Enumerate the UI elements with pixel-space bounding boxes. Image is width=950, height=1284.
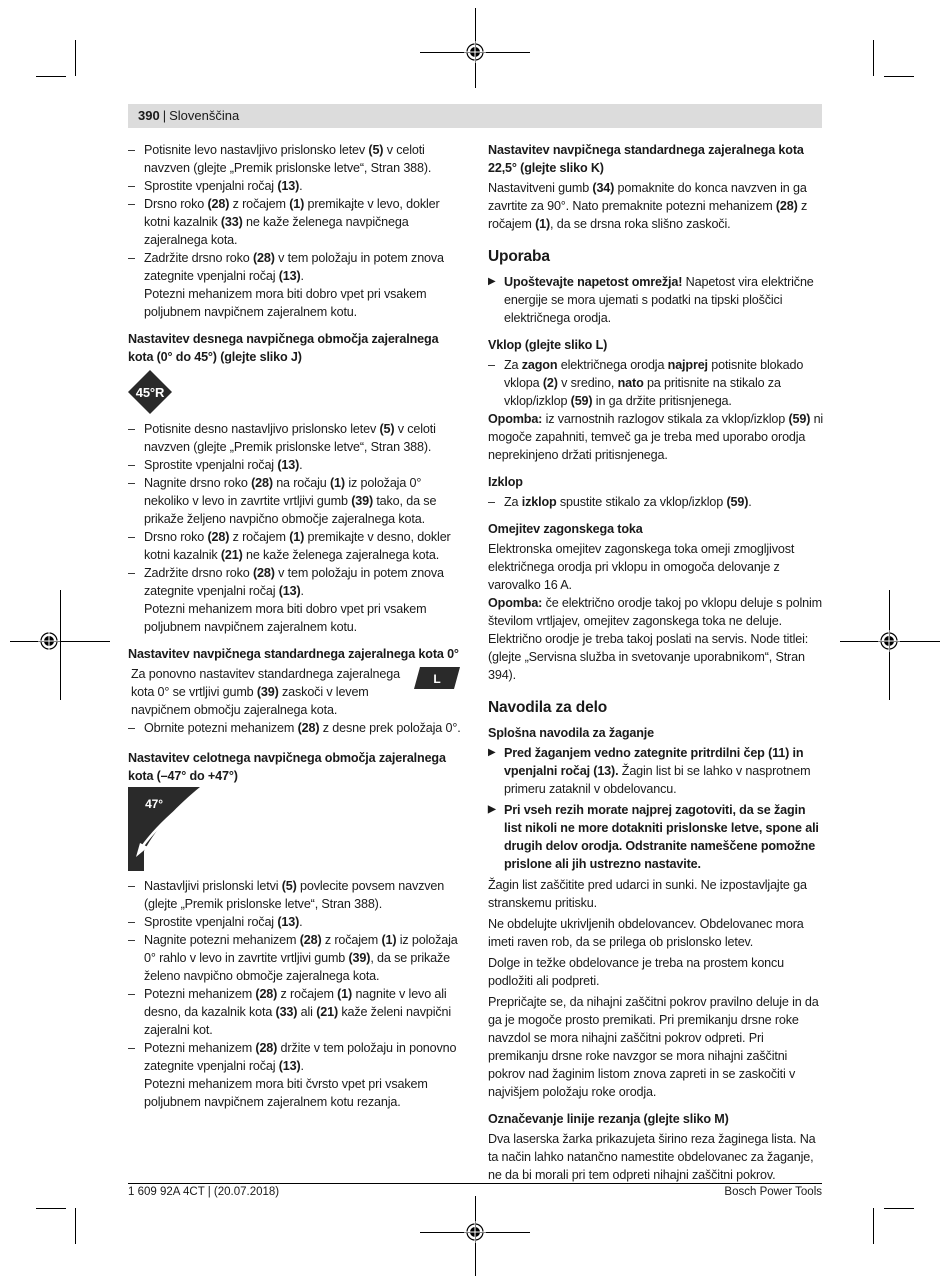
list-item	[128, 420, 466, 456]
text-segment: (28)	[299, 933, 322, 947]
text-segment: (2)	[542, 376, 558, 390]
text-segment: ni mogoče zapahniti, temveč ga je treba med uporabo orodja neprekinjeno držati pritisnjenega.	[488, 412, 824, 462]
svg-text:L: L	[433, 672, 441, 686]
text-segment: (28)	[253, 566, 275, 580]
para-curved: Ne obdelujte ukrivljenih obdelovancev. Obdelovanec mora imeti raven rob, da se prilega ob prislonsko letev.	[488, 917, 804, 949]
text-segment: iz položaja 0° rahlo v levo in zavrtite vrtljivi gumb	[144, 933, 458, 965]
text-segment: pomaknite do konca navzven in ga zavrtite za 90°. Nato premaknite potezni mehanizem	[488, 181, 807, 213]
text-segment: (28)	[207, 197, 230, 211]
list-item	[128, 931, 466, 985]
tip-clearance: ▶ Pri vseh rezih morate najprej zagotoviti, da se žagin list nikoli ne more dotakniti prislonske letve, spone ali drugih delov orodja. Odstranite nameščene pomožne prislone ali jih ustrezno nastavite.	[488, 801, 824, 873]
text-segment: Drsno roko	[144, 197, 208, 211]
text-segment: .	[299, 179, 303, 193]
text-segment: Opomba:	[488, 412, 543, 426]
crop-mark	[873, 1208, 874, 1244]
text-segment: Sprostite vpenjalni ročaj	[144, 915, 278, 929]
text-segment: (39)	[351, 494, 373, 508]
list-item-note: Potezni mehanizem mora biti čvrsto vpet pri vsakem poljubnem navpičnem zajeralnem kotu rezanja.	[144, 1077, 428, 1109]
text-segment: Zadržite drsno roko	[144, 566, 253, 580]
text-segment: zaskoči v levem navpičnem območju zajeralnega kota.	[131, 685, 369, 717]
heading-vklop: Vklop (glejte sliko L)	[488, 338, 608, 352]
list-item-note: Potezni mehanizem mora biti dobro vpet pri vsakem poljubnem navpičnem zajeralnem kotu.	[144, 602, 427, 634]
left-column	[128, 141, 466, 1111]
text-segment: (5)	[281, 879, 297, 893]
text-segment: (1)	[330, 476, 345, 490]
text-segment: potisnite blokado vklopa	[504, 358, 804, 390]
list-item	[128, 719, 466, 737]
list-item	[128, 456, 466, 474]
text-segment: (28)	[207, 530, 230, 544]
text-segment: .	[299, 915, 303, 929]
text-segment: iz položaja 0° nekoliko v levo in zavrtite vrtljivi gumb	[144, 476, 422, 508]
text-segment: v tem položaju in potem znova zategnite vpenjalni ročaj	[144, 566, 444, 598]
text-segment: (13)	[277, 458, 300, 472]
crop-mark	[10, 641, 110, 642]
text-segment: nato	[617, 376, 644, 390]
text-segment: (5)	[379, 422, 395, 436]
page-header-text: 390 | Slovenščina	[138, 108, 240, 123]
text-segment: v celoti navzven (glejte „Premik prislonske letve“, Stran 388).	[144, 143, 432, 175]
vklop-item	[488, 356, 824, 410]
std-0-item	[128, 719, 466, 737]
text-segment: Drsno roko	[144, 530, 208, 544]
text-segment: (28)	[255, 987, 278, 1001]
para-protect-blade: Žagin list zaščitite pred udarci in sunki. Ne izpostavljajte ga stranskemu pritisku.	[488, 878, 807, 910]
std-22-text	[488, 179, 824, 233]
registration-mark-icon	[464, 41, 486, 63]
text-segment: Za	[504, 495, 522, 509]
badge-47-icon	[128, 787, 204, 871]
text-segment: tako, da se prikaže željeno navpično območje zajeralnega kota.	[144, 494, 437, 526]
list-item	[128, 195, 466, 249]
text-segment: z ročajem	[229, 197, 290, 211]
heading-right-range: Nastavitev desnega navpičnega območja zajeralnega kota (0° do 45°) (glejte sliko J)	[128, 332, 439, 364]
text-segment: v sredino,	[557, 376, 618, 390]
heading-splosna: Splošna navodila za žaganje	[488, 726, 655, 740]
text-segment: Nastavitveni gumb	[488, 181, 593, 195]
vklop-note	[488, 410, 824, 464]
text-segment: .	[299, 458, 303, 472]
text-segment: (34)	[592, 181, 615, 195]
text-segment: Upoštevajte napetost omrežja!	[504, 275, 683, 289]
text-segment: (1)	[535, 217, 551, 231]
text-segment: (1)	[289, 197, 305, 211]
text-segment: (1)	[381, 933, 397, 947]
page-number: 390	[138, 108, 160, 123]
list-item	[128, 177, 466, 195]
text-segment: (13)	[277, 915, 300, 929]
text-segment: (33)	[275, 1005, 298, 1019]
list-item	[128, 1039, 466, 1111]
text-segment: (59)	[788, 412, 811, 426]
text-segment: držite v tem položaju in ponovno zategnite vpenjalni ročaj	[144, 1041, 457, 1073]
badge-45r-icon	[128, 370, 176, 414]
omejitev-note	[488, 594, 824, 684]
text-segment: (59)	[570, 394, 593, 408]
text-segment: z ročajem	[277, 987, 338, 1001]
list-item	[128, 913, 466, 931]
text-segment: .	[748, 495, 752, 509]
para-long: Dolge in težke obdelovance je treba na prostem koncu podložiti ali podpreti.	[488, 956, 785, 988]
text-segment: Sprostite vpenjalni ročaj	[144, 458, 278, 472]
oznacevanje-text: Dva laserska žarka prikazujeta širino reza žaginega lista. Na ta način lahko natančno namestite obdelovanec za žaganje, ne da bi morali pri tem odpreti nihajni zaščitni pokrov.	[488, 1132, 816, 1182]
text-segment: premikajte v desno, dokler kotni kazalnik	[144, 530, 451, 562]
heading-std-0: Nastavitev navpičnega standardnega zajeralnega kota 0°	[128, 647, 459, 661]
crop-mark	[60, 590, 61, 700]
text-segment: ali	[297, 1005, 317, 1019]
registration-mark-icon	[878, 630, 900, 652]
heading-navodila: Navodila za delo	[488, 699, 608, 716]
text-segment: kaže želeni navpični zajeralni kot.	[144, 1005, 452, 1037]
heading-full-range: Nastavitev celotnega navpičnega območja zajeralnega kota (–47° do +47°)	[128, 751, 446, 783]
heading-izklop: Izklop	[488, 475, 523, 489]
para-guard: Prepričajte se, da nihajni zaščitni pokrov pravilno deluje in da ga je mogoče prosto premikati. Pri premikanju drsne roke navzdol se mora nihajni zaščitni pokrov odpreti. Pri premikanju drsne roke navzgor se mora nihajni zaščitni pokrov nad žaginim listom znova zapreti in se zaskočiti v najvišjem položaju roke orodja.	[488, 995, 819, 1099]
text-segment: Nastavljivi prislonski letvi	[144, 879, 282, 893]
text-segment: ne kaže želenega navpičnega zajeralnega kota.	[144, 215, 409, 247]
list-item	[128, 877, 466, 913]
text-segment: na ročaju	[272, 476, 331, 490]
list-full-range	[128, 877, 466, 1111]
text-segment: v celoti navzven (glejte „Premik prislonske letve“, Stran 388).	[144, 422, 436, 454]
right-column	[488, 141, 824, 1184]
text-segment: v tem položaju in potem znova zategnite vpenjalni ročaj	[144, 251, 444, 283]
text-segment: Za ponovno nastavitev standardnega zajeralnega kota 0° se vrtljivi gumb	[131, 667, 400, 699]
text-segment: Obrnite potezni mehanizem	[144, 721, 298, 735]
list-item	[128, 528, 466, 564]
crop-mark	[873, 40, 874, 76]
text-segment: zagon	[521, 358, 558, 372]
text-segment: Za	[504, 358, 522, 372]
omejitev-text: Elektronska omejitev zagonskega toka omeji zmogljivost električnega orodja pri vklopu in omogoča delovanje z varovalko 16 A.	[488, 542, 795, 592]
list-right-range	[128, 420, 466, 636]
text-segment: premikajte v levo, dokler kotni kazalnik	[144, 197, 440, 229]
svg-text:45°R: 45°R	[135, 385, 165, 400]
list-item	[128, 249, 466, 321]
text-segment: z ročajem	[488, 199, 808, 231]
text-segment: .	[300, 584, 304, 598]
text-segment: (13)	[277, 179, 300, 193]
text-segment: , da se prikaže želeno navpično območje zajeralnega kota.	[144, 951, 450, 983]
footer-doc-code: 1 609 92A 4CT | (20.07.2018)	[128, 1186, 280, 1198]
list-left-settings	[128, 141, 466, 321]
heading-std-22: Nastavitev navpičnega standardnega zajeralnega kota 22,5° (glejte sliko K)	[488, 143, 804, 175]
text-segment: (1)	[289, 530, 305, 544]
crop-mark	[75, 1208, 76, 1244]
text-segment: najprej	[667, 358, 708, 372]
text-segment: Potisnite desno nastavljivo prislonsko letev	[144, 422, 380, 436]
text-segment: Pred žaganjem vedno zategnite pritrdilni čep (11) in vpenjalni ročaj (13).	[504, 746, 804, 778]
text-segment: (28)	[255, 1041, 278, 1055]
crop-mark	[75, 40, 76, 76]
heading-omejitev: Omejitev zagonskega toka	[488, 522, 643, 536]
text-segment: Nagnite drsno roko	[144, 476, 252, 490]
text-segment: (21)	[316, 1005, 338, 1019]
text-segment: Potezni mehanizem	[144, 987, 256, 1001]
text-segment: .	[300, 269, 304, 283]
text-segment: in ga držite pritisnjenega.	[592, 394, 732, 408]
crop-mark	[36, 1208, 66, 1209]
heading-oznacevanje: Označevanje linije rezanja (glejte sliko M)	[488, 1112, 729, 1126]
svg-text:47°: 47°	[145, 797, 163, 811]
text-segment: (39)	[256, 685, 279, 699]
text-segment: z ročajem	[321, 933, 382, 947]
text-segment: iz varnostnih razlogov stikala za vklop/izklop	[542, 412, 789, 426]
list-item	[128, 564, 466, 636]
text-segment: nagnite v levo ali desno, da kazalnik kota	[144, 987, 447, 1019]
text-segment: spustite stikalo za vklop/izklop	[556, 495, 727, 509]
izklop-item	[488, 493, 824, 511]
registration-mark-icon	[464, 1221, 486, 1243]
text-segment: (13)	[278, 1059, 301, 1073]
text-segment: električnega orodja	[557, 358, 668, 372]
text-segment: ne kaže želenega zajeralnega kota.	[242, 548, 440, 562]
text-segment: (13)	[278, 584, 301, 598]
text-segment: Zadržite drsno roko	[144, 251, 253, 265]
list-item-note: Potezni mehanizem mora biti dobro vpet pri vsakem poljubnem navpičnem zajeralnem kotu.	[144, 287, 427, 319]
text-segment: (33)	[220, 215, 243, 229]
footer-brand: Bosch Power Tools	[724, 1186, 822, 1198]
text-segment: z desne prek položaja 0°.	[319, 721, 461, 735]
text-segment: (1)	[337, 987, 353, 1001]
text-segment: (28)	[251, 476, 273, 490]
text-segment: Sprostite vpenjalni ročaj	[144, 179, 278, 193]
uporaba-warning	[488, 273, 824, 327]
text-segment: , da se drsna roka slišno zaskoči.	[550, 217, 731, 231]
text-segment: (39)	[348, 951, 371, 965]
tip-tighten	[488, 744, 824, 798]
text-segment: (28)	[297, 721, 320, 735]
registration-mark-icon	[38, 630, 60, 652]
text-segment: (28)	[253, 251, 275, 265]
footer-rule	[128, 1183, 822, 1184]
text-segment: Opomba:	[488, 596, 543, 610]
list-item	[128, 474, 466, 528]
crop-mark	[884, 76, 914, 77]
text-segment: pa pritisnite na stikalo za vklop/izklop	[504, 376, 781, 408]
text-segment: Napetost vira električne energije se mora ujemati s podatki na tipski ploščici električnega orodja.	[504, 275, 814, 325]
list-item	[128, 985, 466, 1039]
crop-mark	[36, 76, 66, 77]
text-segment: (21)	[220, 548, 243, 562]
list-item	[128, 141, 466, 177]
text-segment: (59)	[726, 495, 749, 509]
text-segment: (28)	[775, 199, 798, 213]
text-segment: Potisnite levo nastavljivo prislonsko letev	[144, 143, 369, 157]
text-segment: Žagin list bi se lahko v nasprotnem primeru zataknil v obdelovancu.	[504, 764, 811, 796]
text-segment: .	[300, 1059, 304, 1073]
text-segment: (13)	[278, 269, 301, 283]
crop-mark	[884, 1208, 914, 1209]
text-segment: Potezni mehanizem	[144, 1041, 256, 1055]
text-segment: če električno orodje takoj po vklopu deluje s polnim številom vrtljajev, omejitev zagonskega toka ne deluje. Električno orodje je treba takoj poslati na servis. Node titlei: (glejte „Servisna služba in svetovanje uporabnikom“, Stran 394).	[488, 596, 823, 682]
text-segment: Nagnite potezni mehanizem	[144, 933, 300, 947]
header-language: Slovenščina	[169, 108, 240, 123]
text-segment: povlecite povsem navzven (glejte „Premik prislonske letve“, Stran 388).	[144, 879, 445, 911]
text-segment: izklop	[521, 495, 557, 509]
badge-l-icon	[414, 667, 460, 689]
text-segment: z ročajem	[229, 530, 290, 544]
text-segment: (5)	[368, 143, 384, 157]
heading-uporaba: Uporaba	[488, 248, 550, 265]
